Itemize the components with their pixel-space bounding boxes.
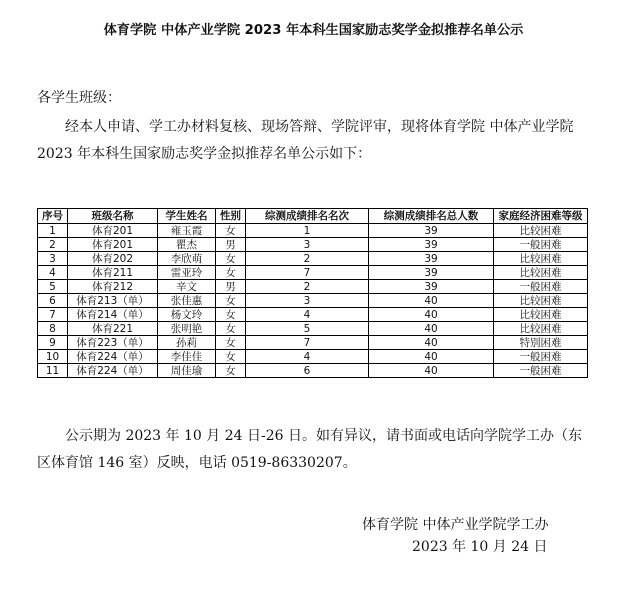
- signature-org: 体育学院 中体产业学院学工办: [362, 517, 549, 533]
- cell-hardship-level: 比较困难: [494, 224, 588, 238]
- greeting: 各学生班级：: [37, 90, 121, 106]
- table-row: [38, 238, 588, 252]
- notice-paragraph: 公示期为 2023 年 10 月 24 日-26 日。如有异议，请书面或电话向学院学工办（东区体育馆 146 室）反映，电话 0519-86330207。: [37, 428, 582, 471]
- cell-hardship-level: 一般困难: [494, 280, 588, 294]
- cell-hardship-level: 一般困难: [494, 350, 588, 364]
- cell-hardship-level: 比较困难: [494, 266, 588, 280]
- cell-total: 40: [369, 336, 494, 350]
- cell-student-name: 张佳惠: [158, 294, 216, 308]
- cell-hardship-level: 比较困难: [494, 294, 588, 308]
- cell-index: 11: [38, 364, 68, 378]
- cell-student-name: 李佳佳: [158, 350, 216, 364]
- cell-total: 39: [369, 224, 494, 238]
- cell-gender: 女: [216, 308, 246, 322]
- cell-rank: 1: [246, 224, 369, 238]
- table-row: [38, 224, 588, 238]
- cell-gender: 男: [216, 280, 246, 294]
- cell-gender: 女: [216, 252, 246, 266]
- cell-student-name: 孙莉: [158, 336, 216, 350]
- table-row: [38, 308, 588, 322]
- cell-student-name: 张明艳: [158, 322, 216, 336]
- cell-student-name: 周佳瑜: [158, 364, 216, 378]
- signature-date: 2023 年 10 月 24 日: [412, 539, 548, 555]
- cell-index: 10: [38, 350, 68, 364]
- cell-rank: 3: [246, 238, 369, 252]
- cell-gender: 女: [216, 224, 246, 238]
- table-row: [38, 252, 588, 266]
- cell-gender: 女: [216, 350, 246, 364]
- header-student-name: 学生姓名: [158, 209, 216, 224]
- cell-class: 体育211: [68, 266, 158, 280]
- cell-total: 39: [369, 238, 494, 252]
- cell-class: 体育201: [68, 238, 158, 252]
- header-gender: 性别: [216, 209, 246, 224]
- cell-student-name: 辛文: [158, 280, 216, 294]
- cell-class: 体育212: [68, 280, 158, 294]
- cell-rank: 4: [246, 350, 369, 364]
- header-hardship-level: 家庭经济困难等级: [494, 209, 588, 224]
- cell-rank: 5: [246, 322, 369, 336]
- cell-hardship-level: 比较困难: [494, 252, 588, 266]
- table-row: [38, 294, 588, 308]
- header-class: 班级名称: [68, 209, 158, 224]
- table-row: [38, 350, 588, 364]
- table-body: [38, 224, 588, 378]
- cell-class: 体育224（单）: [68, 364, 158, 378]
- cell-student-name: 李欣萌: [158, 252, 216, 266]
- cell-index: 4: [38, 266, 68, 280]
- cell-hardship-level: 一般困难: [494, 364, 588, 378]
- cell-class: 体育223（单）: [68, 336, 158, 350]
- cell-index: 3: [38, 252, 68, 266]
- table-row: [38, 322, 588, 336]
- cell-index: 7: [38, 308, 68, 322]
- table-header-row: [38, 209, 588, 224]
- cell-hardship-level: 比较困难: [494, 322, 588, 336]
- header-total: 综测成绩排名总人数: [369, 209, 494, 224]
- header-rank: 综测成绩排名名次: [246, 209, 369, 224]
- cell-gender: 女: [216, 294, 246, 308]
- cell-gender: 男: [216, 238, 246, 252]
- cell-class: 体育213（单）: [68, 294, 158, 308]
- cell-index: 9: [38, 336, 68, 350]
- cell-gender: 女: [216, 266, 246, 280]
- cell-student-name: 雷亚玲: [158, 266, 216, 280]
- cell-total: 40: [369, 322, 494, 336]
- cell-total: 39: [369, 252, 494, 266]
- cell-rank: 6: [246, 364, 369, 378]
- cell-index: 6: [38, 294, 68, 308]
- cell-rank: 2: [246, 252, 369, 266]
- cell-gender: 女: [216, 336, 246, 350]
- cell-gender: 女: [216, 364, 246, 378]
- cell-class: 体育201: [68, 224, 158, 238]
- cell-class: 体育202: [68, 252, 158, 266]
- cell-rank: 2: [246, 280, 369, 294]
- cell-total: 40: [369, 294, 494, 308]
- cell-total: 40: [369, 364, 494, 378]
- cell-student-name: 瞿杰: [158, 238, 216, 252]
- intro-paragraph: 经本人申请、学工办材料复核、现场答辩、学院评审，现将体育学院 中体产业学院 2023 年本科生国家励志奖学金拟推荐名单公示如下：: [37, 119, 574, 162]
- cell-rank: 4: [246, 308, 369, 322]
- cell-index: 2: [38, 238, 68, 252]
- cell-class: 体育214（单）: [68, 308, 158, 322]
- cell-class: 体育224（单）: [68, 350, 158, 364]
- recommendation-table: [37, 208, 588, 378]
- cell-hardship-level: 比较困难: [494, 308, 588, 322]
- table-row: [38, 266, 588, 280]
- cell-total: 39: [369, 280, 494, 294]
- table-row: [38, 364, 588, 378]
- cell-hardship-level: 特别困难: [494, 336, 588, 350]
- cell-hardship-level: 一般困难: [494, 238, 588, 252]
- cell-total: 40: [369, 350, 494, 364]
- cell-total: 39: [369, 266, 494, 280]
- cell-gender: 女: [216, 322, 246, 336]
- cell-index: 5: [38, 280, 68, 294]
- cell-rank: 7: [246, 336, 369, 350]
- table-row: [38, 280, 588, 294]
- cell-total: 40: [369, 308, 494, 322]
- document-title: 体育学院 中体产业学院 2023 年本科生国家励志奖学金拟推荐名单公示: [103, 23, 524, 38]
- cell-student-name: 杨文玲: [158, 308, 216, 322]
- cell-rank: 7: [246, 266, 369, 280]
- cell-index: 1: [38, 224, 68, 238]
- cell-student-name: 雍玉霞: [158, 224, 216, 238]
- cell-index: 8: [38, 322, 68, 336]
- cell-class: 体育221: [68, 322, 158, 336]
- header-index: 序号: [38, 209, 68, 224]
- table-row: [38, 336, 588, 350]
- cell-rank: 3: [246, 294, 369, 308]
